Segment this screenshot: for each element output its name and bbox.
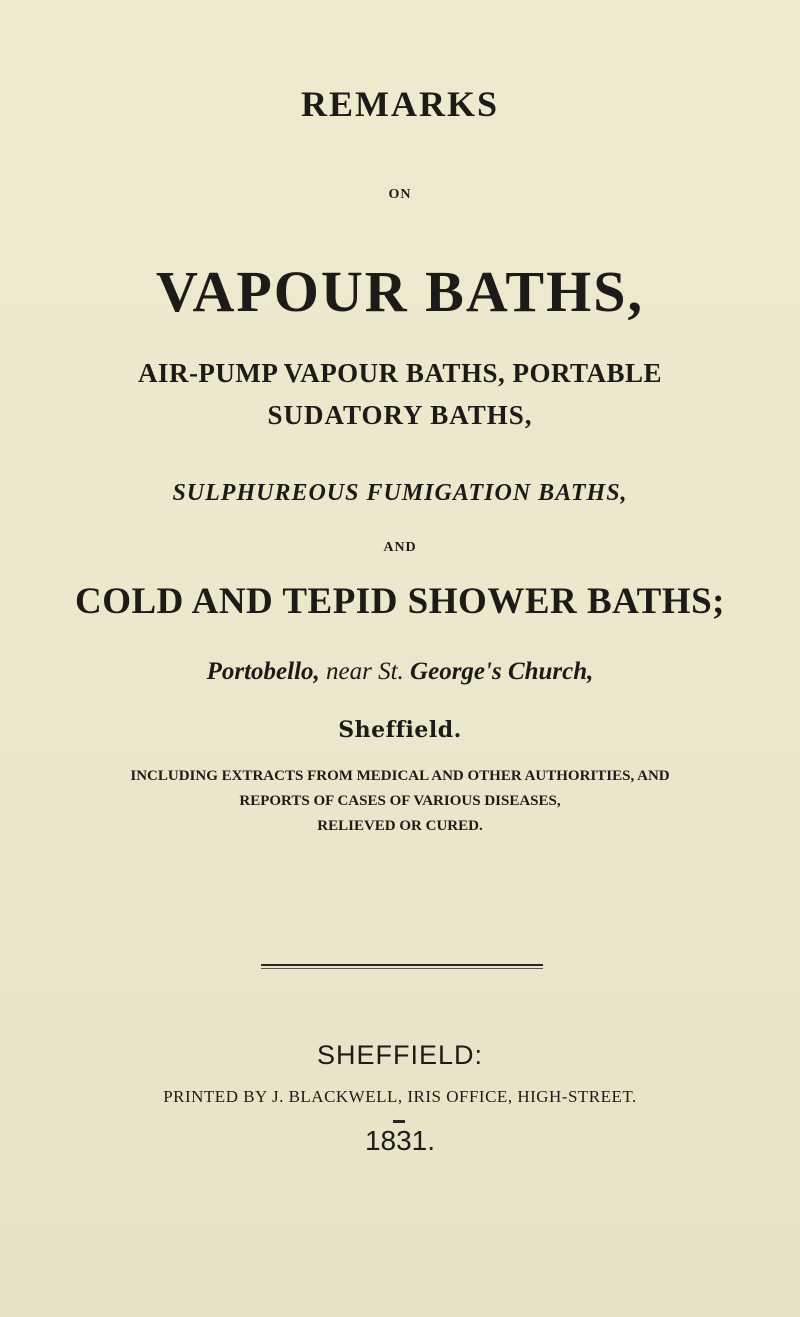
heading-remarks: REMARKS — [300, 84, 499, 124]
main-title: VAPOUR BATHS, — [156, 259, 644, 324]
divider-rule — [261, 964, 543, 966]
location-name: Portobello, — [206, 658, 320, 685]
heading-on: ON — [388, 187, 412, 202]
imprint-year: 1831. — [364, 1125, 436, 1156]
including-line-1: INCLUDING EXTRACTS FROM MEDICAL AND OTHER AUTHORITIES, AND — [130, 768, 670, 784]
shower-baths-line: COLD AND TEPID SHOWER BATHS; — [75, 581, 725, 622]
location-line — [0, 658, 800, 686]
blackletter-town: Sheffield. — [338, 717, 462, 743]
imprint-city: SHEFFIELD: — [316, 1040, 484, 1070]
divider-rule-thin — [261, 968, 543, 969]
imprint-printer: PRINTED BY J. BLACKWELL, IRIS OFFICE, HIGH-STREET. — [163, 1087, 637, 1106]
location-near: near St. — [319, 658, 404, 685]
and-line: AND — [383, 540, 417, 555]
location-church: George's Church, — [403, 658, 594, 685]
subtitle-line-2: SUDATORY BATHS, — [267, 400, 533, 430]
including-line-3: RELIEVED OR CURED. — [317, 818, 483, 834]
year-mark — [393, 1120, 405, 1123]
subtitle-line-1: AIR-PUMP VAPOUR BATHS, PORTABLE — [137, 358, 663, 388]
including-line-2: REPORTS OF CASES OF VARIOUS DISEASES, — [239, 793, 561, 809]
sulphureous-line: SULPHUREOUS FUMIGATION BATHS, — [172, 480, 628, 506]
